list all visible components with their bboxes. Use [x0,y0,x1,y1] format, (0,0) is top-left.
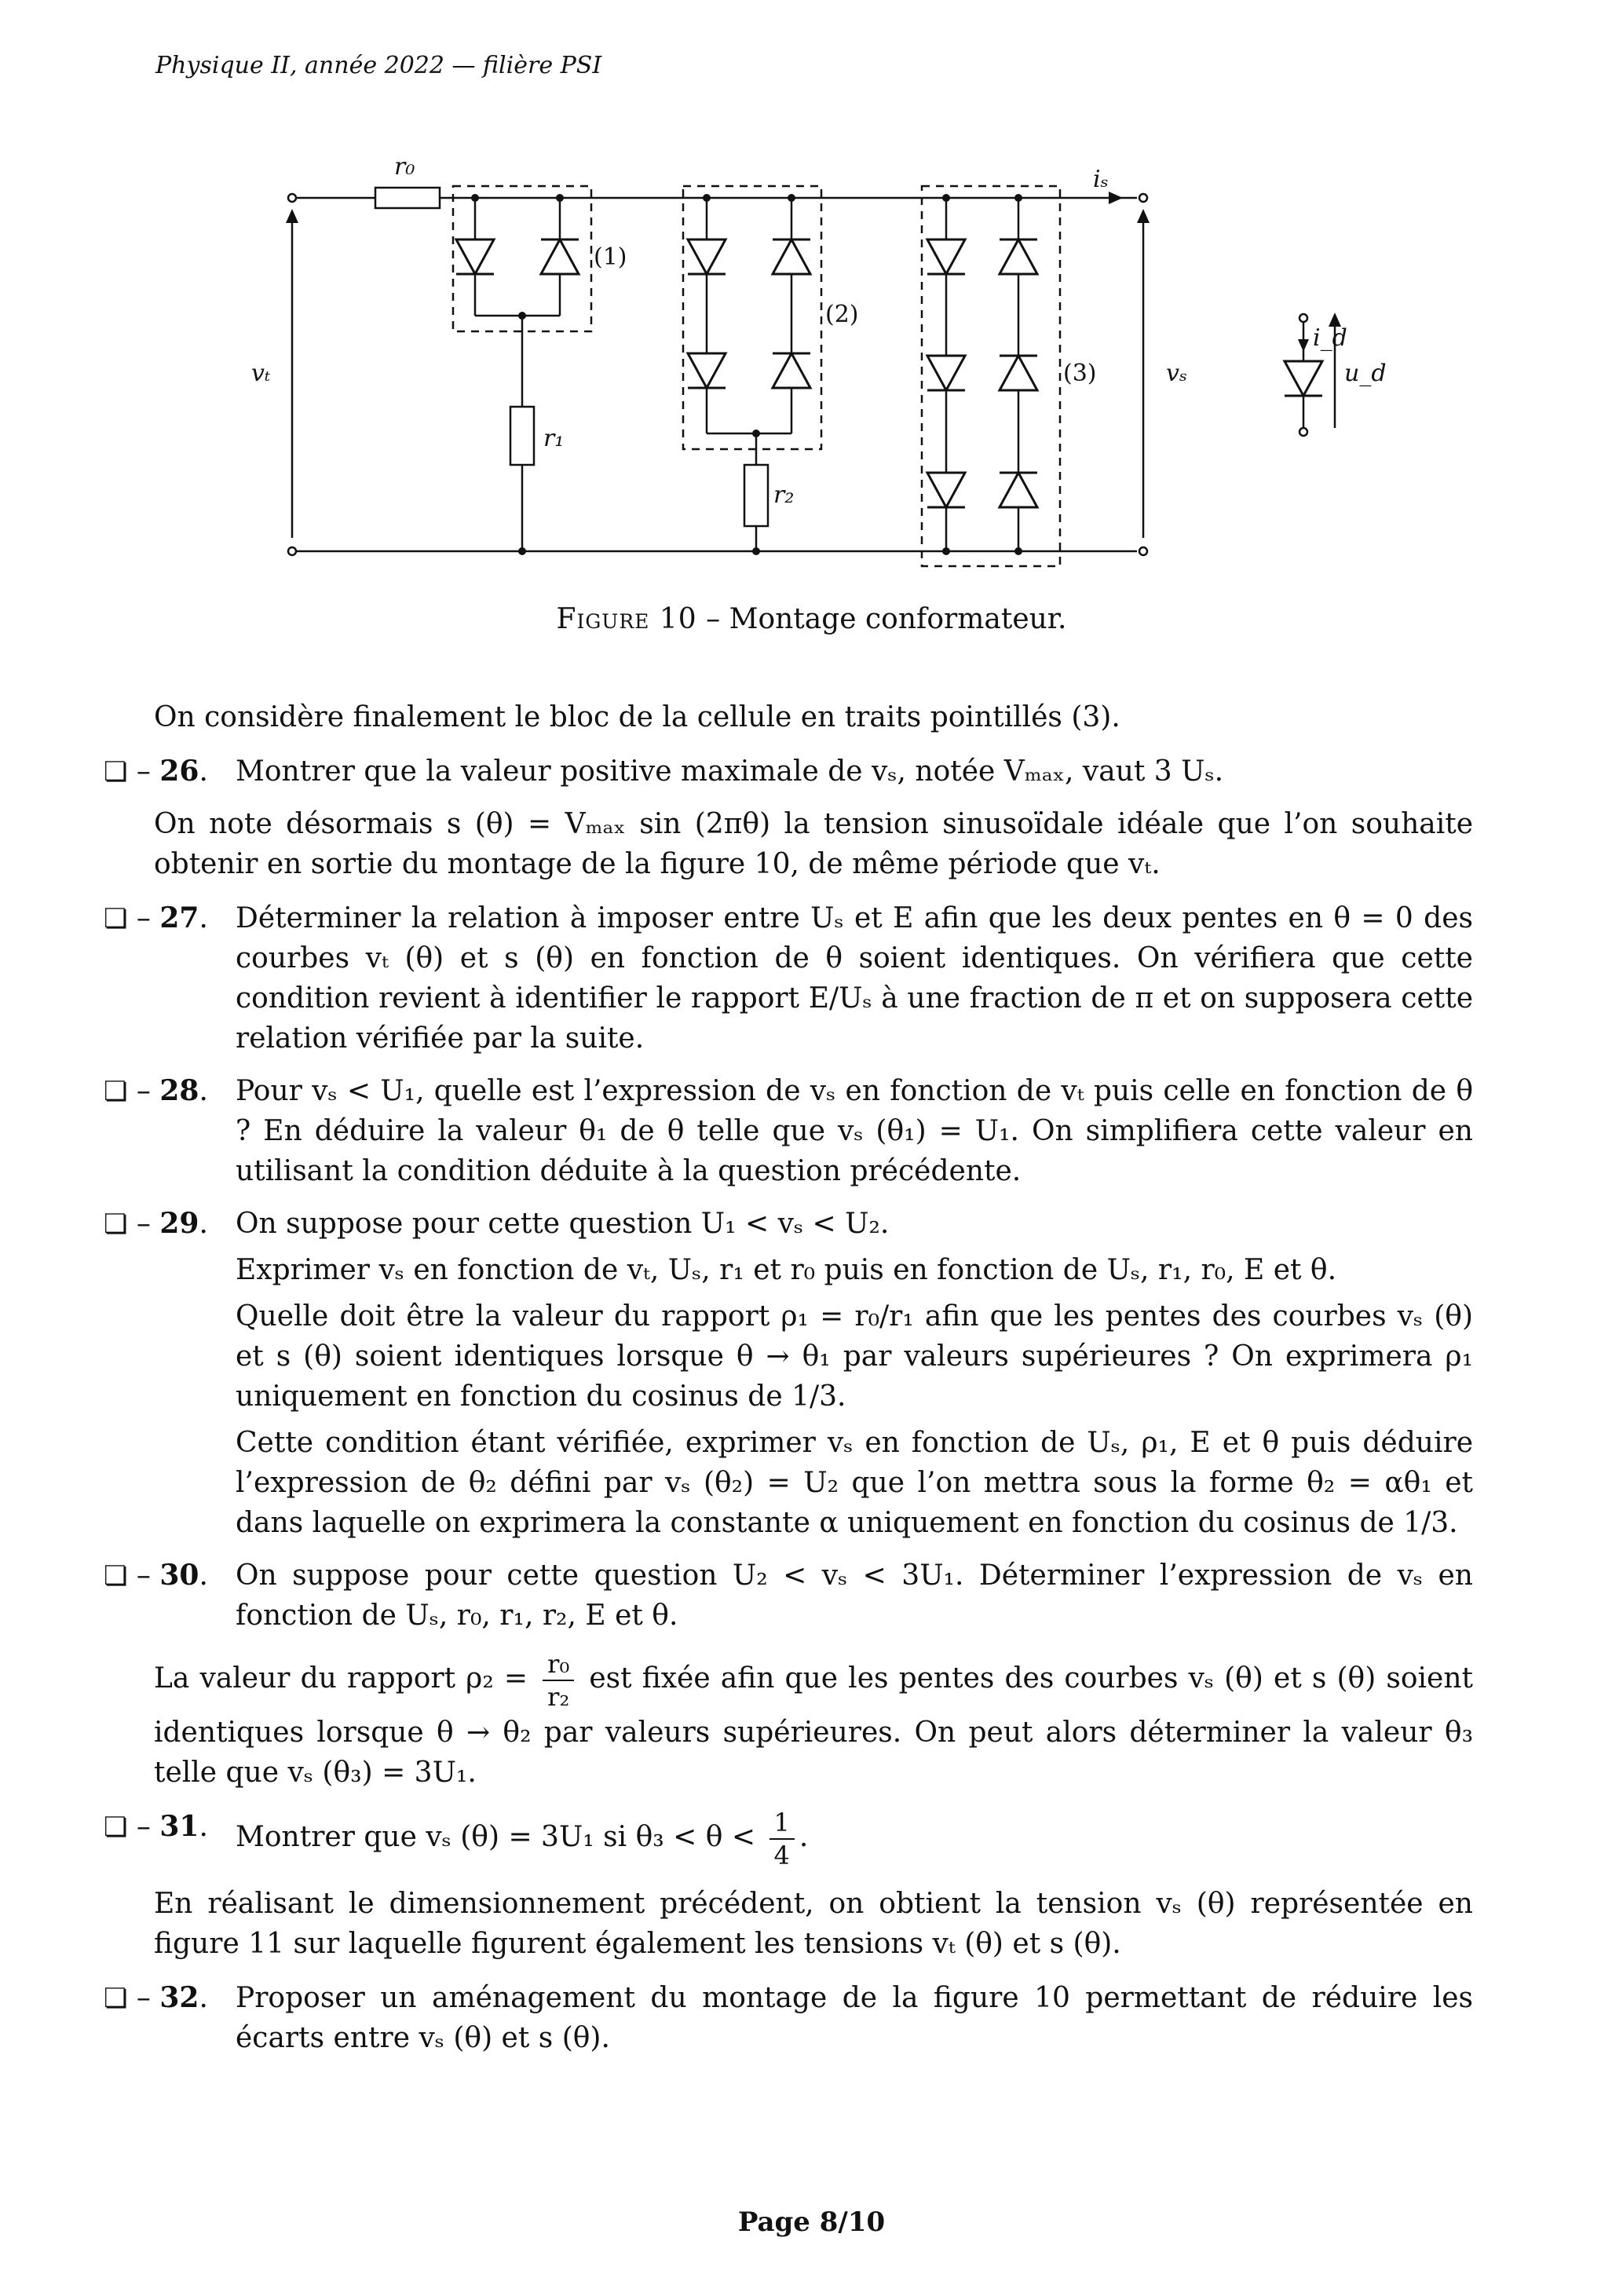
question-dash: – [127,1811,160,1843]
running-header: Physique II, année 2022 — filière PSI [155,52,602,79]
checkbox-icon: ❏ [104,1812,128,1843]
figure-caption [0,603,1623,635]
checkbox-icon: ❏ [104,1076,128,1107]
diode-legend [1285,361,1322,396]
question-28: ❏ – 28. Pour vₛ < U₁, quelle est l’expression de vₛ en fonction de vₜ puis celle en fonction de θ ? En déduire la valeur θ₁ de θ telle que vₛ (θ₁) = U₁. On simplifiera cette valeur en utilisant la condition déduite à la question précédente. [154,1071,1473,1191]
question-dash: – [127,755,160,788]
checkbox-icon: ❏ [104,1560,128,1592]
question-32: ❏ – 32. Proposer un aménagement du montage de la figure 10 permettant de réduire les écarts entre vₛ (θ) et s (θ). [154,1978,1473,2058]
question-number: 26 [159,755,199,788]
label-r0: r₀ [394,157,415,181]
question-text: Montrer que la valeur positive maximale de vₛ, notée Vₘₐₓ, vaut 3 Uₛ. [236,755,1224,788]
checkbox-icon: ❏ [104,1983,128,2014]
question-text: On suppose pour cette question U₂ < vₛ < 3U₁. Déterminer l’expression de vₛ en fonction de Uₛ, r₀, r₁, r₂, E et θ. [236,1559,1473,1632]
checkbox-icon: ❏ [104,756,128,788]
fraction-numerator: r₀ [543,1648,574,1681]
label-vt: vₜ [251,360,271,387]
question-27: ❏ – 27. Déterminer la relation à imposer entre Uₛ et E afin que les deux pentes en θ = 0 des courbes vₜ (θ) et s (θ) en fonction de θ soient identiques. On vérifiera que cette condition revient à identifier le rapport E/Uₛ à une fraction de π et on supposera cette relation vérifiée par la suite. [154,898,1473,1058]
figure11-paragraph: En réalisant le dimensionnement précédent, on obtient la tension vₛ (θ) représentée en figure 11 sur laquelle figurent également les tensions vₜ (θ) et s (θ). [154,1888,1473,1960]
page-number: Page 8/10 [737,2206,886,2238]
question-text: Pour vₛ < U₁, quelle est l’expression de vₛ en fonction de vₜ puis celle en fonction de θ ? En déduire la valeur θ₁ de θ telle que vₛ (θ₁) = U₁. On simplifiera cette valeur en utilisant la condition déduite à la question précédente. [236,1075,1473,1187]
question-31: ❏ – 31. Montrer que vₛ (θ) = 3U₁ si θ₃ < θ < $\frac{1}{4}$ . [104,1808,809,1870]
question-dash: – [127,1982,160,2014]
question-dash: – [127,1208,160,1240]
checkbox-icon: ❏ [104,903,128,934]
question-number: 31 [159,1810,199,1843]
question-dash: – [127,1075,160,1107]
label-id: i_d [1313,324,1347,352]
caption-separator: – [696,603,729,635]
diode-cell-1 [456,239,579,274]
question-text: On suppose pour cette question U₁ < vₛ < U₂. [236,1208,890,1240]
question-sub: Exprimer vₛ en fonction de vₜ, Uₛ, r₁ et r₀ puis en fonction de Uₛ, r₁, r₀, E et θ. [236,1254,1337,1286]
question-dash: – [127,1559,160,1592]
question-29: ❏ – 29. On suppose pour cette question U₁ < vₛ < U₂. Exprimer vₛ en fonction de vₜ, Uₛ, r₁ et r₀ puis en fonction de Uₛ, r₁, r₀, E et θ. Quelle doit être la valeur du rapport ρ₁ = r₀/r₁ afin que les pentes des courbes vₛ (θ) et s (θ) soient identiques lorsque θ → θ₁ par valeurs supérieures ? On exprimera ρ₁ uniquement en fonction du cosinus de 1/3. Cette condition étant vérifiée, exprimer vₛ en fonction de Uₛ, ρ₁, E et θ puis déduire l’expression de θ₂ défini par vₛ (θ₂) = U₂ que l’on mettra sous la forme θ₂ = αθ₁ et dans laquelle on exprimera la constante α uniquement en fonction du cosinus de 1/3. [154,1204,1473,1543]
rho2-text-before: La valeur du rapport ρ₂ = [154,1662,528,1695]
question-number: 32 [159,1981,199,2014]
question-text: Déterminer la relation à imposer entre Uₛ et E afin que les deux pentes en θ = 0 des courbes vₜ (θ) et s (θ) en fonction de θ soient identiques. On vérifiera que cette condition revient à identifier le rapport E/Uₛ à une fraction de π et on supposera cette relation vérifiée par la suite. [236,902,1473,1055]
question-text: Montrer que vₛ (θ) = 3U₁ si θ₃ < θ < [236,1821,756,1853]
rho2-text-after: est fixée afin que les pentes des courbes vₛ (θ) et s (θ) soient identiques lorsque θ → θ₂ par valeurs supérieures. On peut alors déterminer la valeur θ₃ telle que vₛ (θ₃) = 3U₁. [154,1662,1473,1789]
fraction-one-quarter [769,1807,795,1871]
question-number: 30 [159,1559,199,1592]
label-vs: vₛ [1166,360,1188,387]
sine-definition: On note désormais s (θ) = Vₘₐₓ sin (2πθ) la tension sinusoïdale idéale que l’on souhaite obtenir en sortie du montage de la figure 10, de même période que vₜ. [154,808,1473,880]
page-body [104,697,1473,2071]
intro-paragraph: On considère finalement le bloc de la cellule en traits pointillés (3). [154,701,1120,733]
label-r2: r₂ [773,481,795,509]
label-ud: u_d [1344,360,1387,387]
question-number: 29 [159,1207,199,1240]
label-r1: r₁ [543,425,565,452]
question-text-end: . [799,1821,809,1853]
label-is: iₛ [1093,166,1109,193]
diode-cell-3 [927,239,1037,507]
label-cell-1: (1) [594,243,627,271]
question-30: ❏ – 30. On suppose pour cette question U₂ < vₛ < 3U₁. Déterminer l’expression de vₛ en fonction de Uₛ, r₀, r₁, r₂, E et θ. [154,1556,1473,1636]
figure-title: Montage conformateur. [729,603,1067,635]
question-26: ❏ – 26. Montrer que la valeur positive maximale de vₛ, notée Vₘₐₓ, vaut 3 Uₛ. [154,751,1473,792]
circuit-diagram [251,157,1429,597]
question-dash: – [127,902,160,934]
label-cell-3: (3) [1063,360,1097,387]
fraction-denominator: 4 [773,1841,790,1870]
fraction-numerator: 1 [769,1807,795,1840]
figure-number: Figure 10 [556,603,697,635]
question-text: Proposer un aménagement du montage de la figure 10 permettant de réduire les écarts entre vₛ (θ) et s (θ). [236,1982,1473,2054]
question-sub: Cette condition étant vérifiée, exprimer vₛ en fonction de Uₛ, ρ₁, E et θ puis déduire l’expression de θ₂ défini par vₛ (θ₂) = U₂ que l’on mettra sous la forme θ₂ = αθ₁ et dans laquelle on exprimera la constante α uniquement en fonction du cosinus de 1/3. [236,1427,1473,1539]
fraction-r0-r2 [543,1648,574,1713]
question-sub: Quelle doit être la valeur du rapport ρ₁ = r₀/r₁ afin que les pentes des courbes vₛ (θ) et s (θ) soient identiques lorsque θ → θ₁ par valeurs supérieures ? On exprimera ρ₁ uniquement en fonction du cosinus de 1/3. [236,1300,1473,1413]
checkbox-icon: ❏ [104,1208,128,1240]
question-number: 28 [159,1074,199,1107]
label-cell-2: (2) [825,301,859,328]
question-number: 27 [159,901,199,934]
rho2-paragraph [154,1648,1473,1793]
fraction-denominator: r₂ [547,1682,570,1712]
